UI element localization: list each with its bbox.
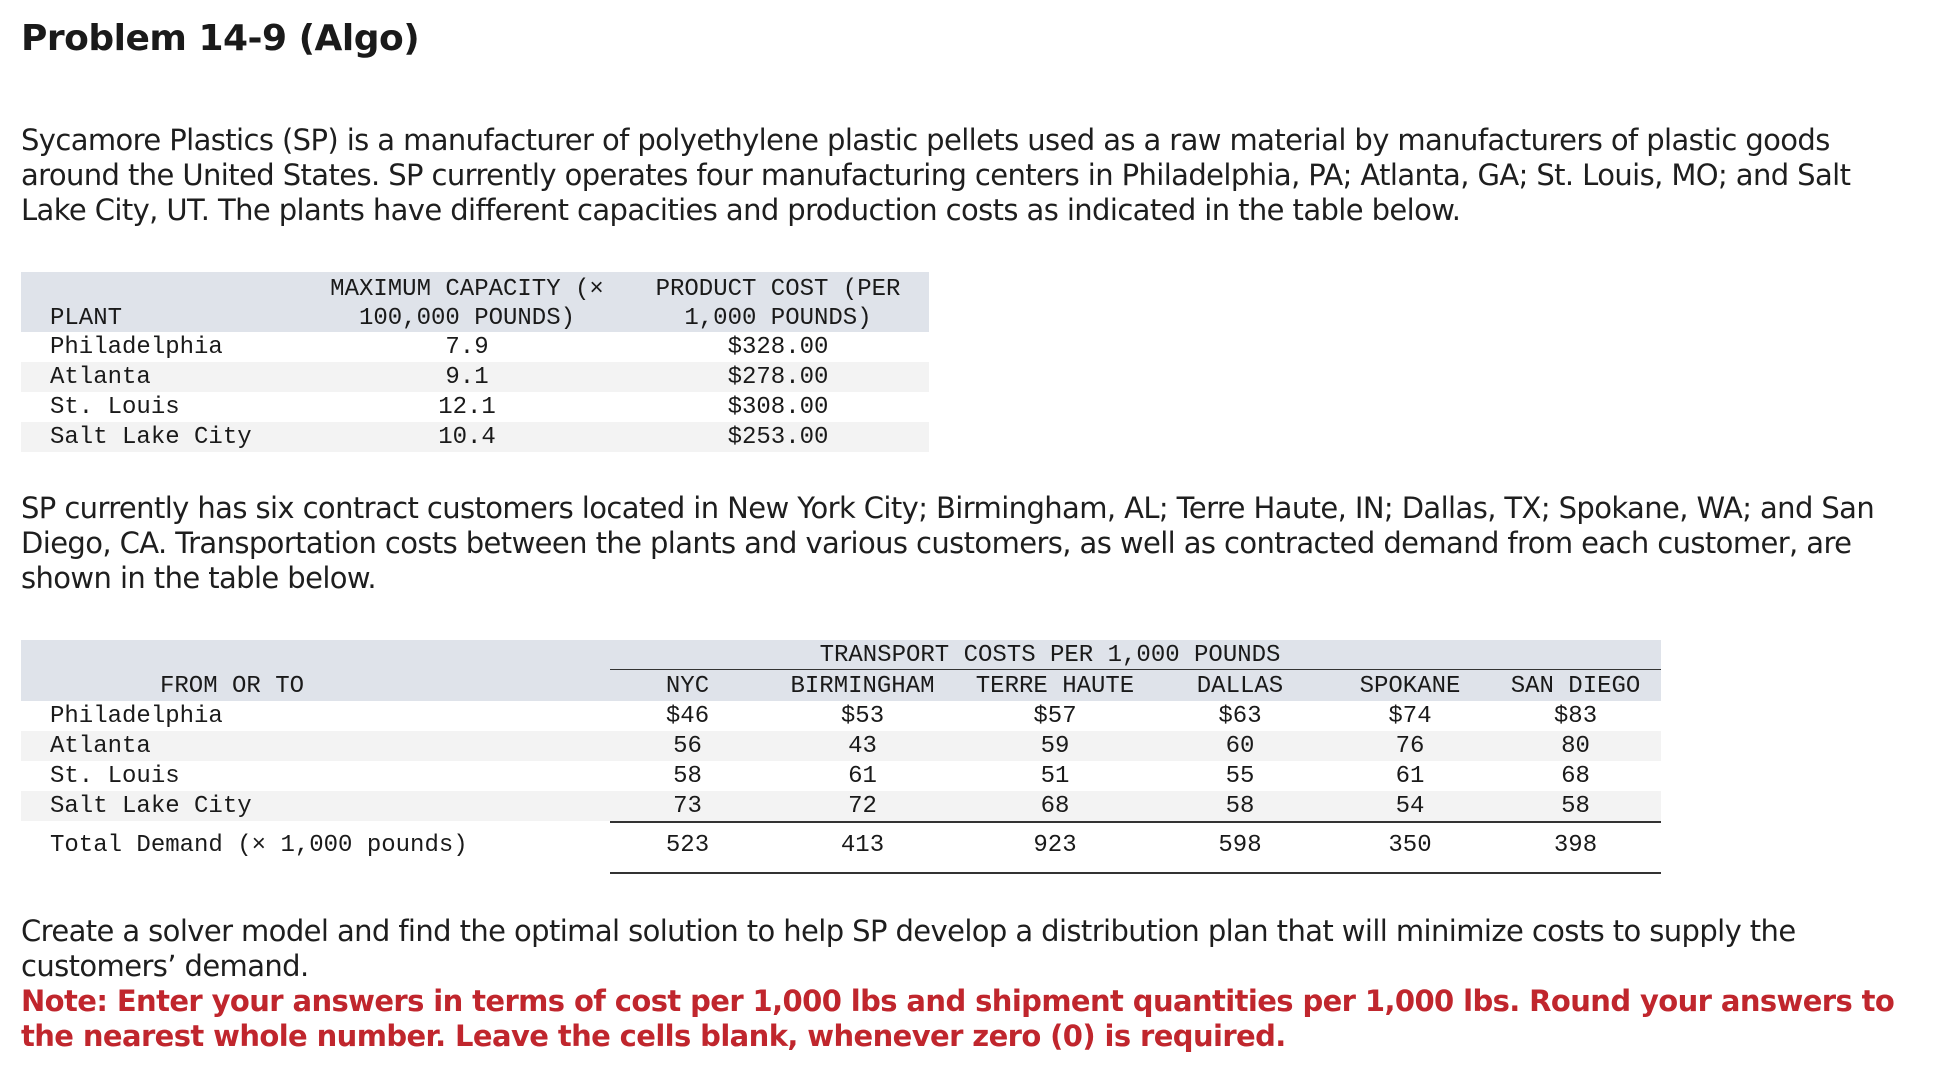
column-header-birmingham: BIRMINGHAM [790, 673, 935, 700]
demand-cell: 398 [1553, 832, 1598, 859]
table-bottom-rule [610, 872, 1661, 874]
plant-row [21, 332, 929, 362]
transport-costs-heading: TRANSPORT COSTS PER 1,000 POUNDS [819, 642, 1281, 669]
demand-cell: 413 [840, 832, 885, 859]
transport-row [21, 791, 1661, 821]
plant-cost: $328.00 [727, 334, 829, 361]
plant-row [21, 392, 929, 422]
cost-cell: 58 [1561, 793, 1590, 820]
column-header-terre-haute: TERRE HAUTE [975, 673, 1135, 700]
column-header-dallas: DALLAS [1196, 673, 1284, 700]
cost-column-header-line2: 1,000 POUNDS) [684, 305, 872, 332]
plant-cost: $253.00 [727, 424, 829, 451]
column-header-spokane: SPOKANE [1359, 673, 1461, 700]
plant-name: St. Louis [50, 394, 180, 421]
origin-plant: Atlanta [50, 733, 151, 760]
plant-row [21, 422, 929, 452]
plant-name: Atlanta [50, 364, 151, 391]
cost-cell: 72 [848, 793, 877, 820]
cost-cell: $46 [665, 703, 710, 730]
plant-name: Philadelphia [50, 334, 223, 361]
total-demand-label: Total Demand (× 1,000 pounds) [50, 832, 468, 859]
transport-cost-table [21, 640, 1661, 861]
demand-cell: 923 [1033, 832, 1077, 859]
plant-capacity: 12.1 [438, 394, 496, 421]
demand-row [21, 831, 1661, 861]
plant-capacity: 7.9 [445, 334, 489, 361]
origin-plant: Philadelphia [50, 703, 223, 730]
transport-row [21, 761, 1661, 791]
from-or-to-header: FROM OR TO [159, 673, 305, 700]
cost-cell: $74 [1388, 703, 1432, 730]
total-divider [610, 821, 1661, 823]
capacity-column-header-line2: 100,000 POUNDS) [358, 305, 576, 332]
demand-cell: 350 [1388, 832, 1432, 859]
cost-cell: 76 [1395, 733, 1425, 760]
column-header-nyc: NYC [665, 673, 710, 700]
transport-row [21, 731, 1661, 761]
customers-paragraph: SP currently has six contract customers located in New York City; Birmingham, AL; Terre Haute, IN; Dallas, TX; Spokane, WA; and San Diego, CA. Transportation costs between the plants and various customers, as well as contracted demand from each customer, are shown in the table below. [21, 491, 1875, 595]
cost-cell: 55 [1225, 763, 1255, 790]
plant-capacity-table [21, 272, 929, 452]
plant-cost: $278.00 [727, 364, 829, 391]
cost-cell: 73 [673, 793, 702, 820]
cost-cell: 59 [1040, 733, 1070, 760]
cost-cell: 51 [1040, 763, 1070, 790]
plant-table-header [21, 272, 929, 332]
cost-cell: 61 [848, 763, 877, 790]
transport-table-banner [21, 640, 1661, 670]
cost-cell: $63 [1218, 703, 1262, 730]
transport-row [21, 701, 1661, 731]
cost-cell: 61 [1395, 763, 1425, 790]
instruction-paragraph: Create a solver model and find the optimal solution to help SP develop a distribution plan that will minimize costs to supply the customers’ demand. [21, 914, 1796, 983]
origin-plant: Salt Lake City [50, 793, 252, 820]
cost-cell: $83 [1553, 703, 1598, 730]
transport-table-header [21, 670, 1661, 701]
cost-cell: $57 [1033, 703, 1077, 730]
column-header-san-diego: SAN DIEGO [1510, 673, 1641, 700]
demand-cell: 523 [665, 832, 710, 859]
demand-cell: 598 [1218, 832, 1262, 859]
plant-cost: $308.00 [727, 394, 829, 421]
cost-cell: 56 [673, 733, 702, 760]
plant-capacity: 9.1 [445, 364, 489, 391]
cost-cell: 68 [1040, 793, 1070, 820]
answer-note: Note: Enter your answers in terms of cost per 1,000 lbs and shipment quantities per 1,000 lbs. Round your answers to the nearest whole number. Leave the cells blank, whenever zero (0) is required. [21, 984, 1895, 1053]
cost-cell: 68 [1561, 763, 1590, 790]
plant-row [21, 362, 929, 392]
capacity-column-header-line1: MAXIMUM CAPACITY (× [330, 276, 604, 303]
cost-cell: 80 [1561, 733, 1590, 760]
cost-cell: 58 [673, 763, 702, 790]
intro-paragraph: Sycamore Plastics (SP) is a manufacturer of polyethylene plastic pellets used as a raw material by manufacturers of plastic goods around the United States. SP currently operates four manufacturing centers in Philadelphia, PA; Atlanta, GA; St. Louis, MO; and Salt Lake City, UT. The plants have different capacities and production costs as indicated in the table below. [21, 123, 1851, 227]
plant-name: Salt Lake City [50, 424, 252, 451]
cost-cell: 43 [848, 733, 877, 760]
cost-column-header-line1: PRODUCT COST (PER [655, 276, 901, 303]
cost-cell: 58 [1225, 793, 1255, 820]
origin-plant: St. Louis [50, 763, 180, 790]
plant-capacity: 10.4 [438, 424, 496, 451]
cost-cell: $53 [840, 703, 885, 730]
problem-title: Problem 14-9 (Algo) [21, 18, 420, 59]
cost-cell: 60 [1225, 733, 1255, 760]
plant-column-header: PLANT [50, 305, 123, 332]
cost-cell: 54 [1395, 793, 1425, 820]
